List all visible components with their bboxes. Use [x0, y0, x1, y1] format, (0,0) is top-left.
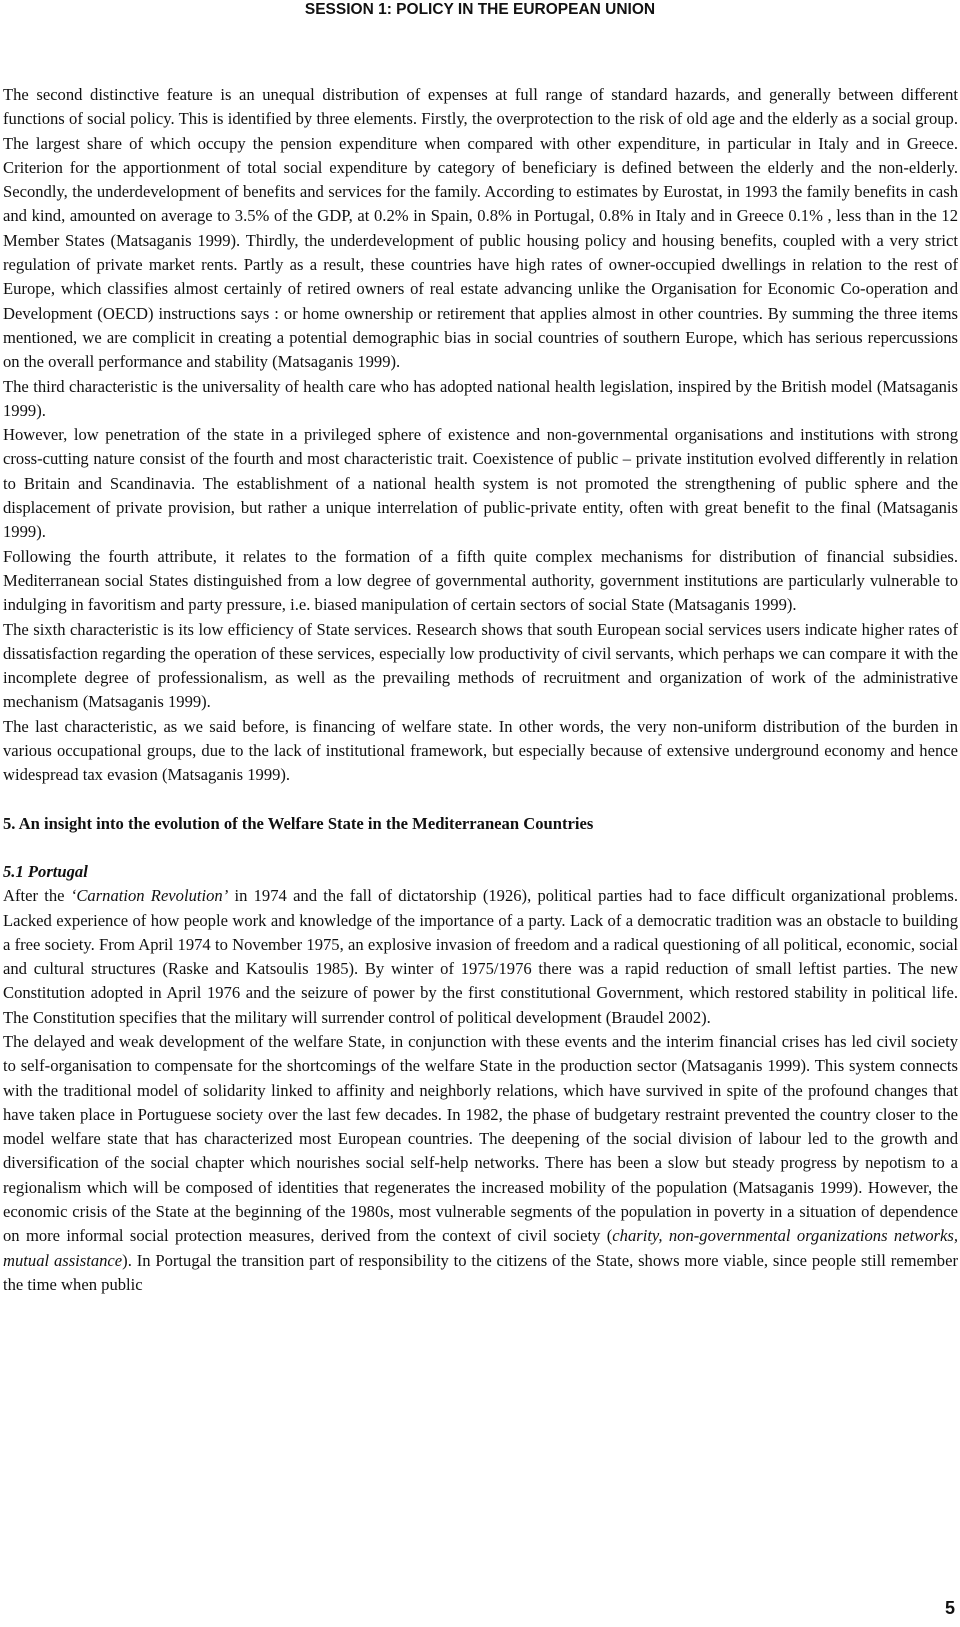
paragraph: The third characteristic is the universality of health care who has adopted national health legislation, inspired by the British model (Matsaganis 1999). — [3, 376, 958, 420]
text-run: ). In Portugal the transition part of responsibility to the citizens of the State, shows more viable, since people still remember the time when public — [3, 1250, 958, 1294]
text-run: in 1974 and the fall of dictatorship (1926), political parties had to face difficult organizational problems. Lacked experience of how people work and knowledge of the importance of a party. Lack of a democratic tradition was an obstacle to building a free society. From April 1974 to November 1975, an explosive invasion of freedom and a radical questioning of all political, economic, social and cultural structures (Raske and Katsoulis 1985). By winter of 1975/1976 there was a rapid reduction of small leftist parties. The new Constitution adopted in April 1976 and the seizure of power by the first constitutional Government, which restored stability in political life. The Constitution specifies that the military will surrender control of political development (Braudel 2002). — [3, 886, 958, 1027]
document-body — [3, 83, 958, 1297]
section-heading: 5. An insight into the evolution of the Welfare State in the Mediterranean Countries — [3, 813, 594, 833]
paragraph: The second distinctive feature is an unequal distribution of expenses at full range of standard hazards, and generally between different functions of social policy. This is identified by three elements. Firstly, the overprotection to the risk of old age and the elderly as a social group. The largest share of which occupy the pension expenditure when compared with other expenditure, in particular in Italy and in Greece. Criterion for the apportionment of total social expenditure by category of beneficiary is defined between the elderly and the non-elderly. Secondly, the underdevelopment of benefits and services for the family. According to estimates by Eurostat, in 1993 the family benefits in cash and kind, amounted on average to 3.5% of the GDP, at 0.2% in Spain, 0.8% in Portugal, 0.8% in Italy and in Greece 0.1% , less than in the 12 Member States (Matsaganis 1999). Thirdly, the underdevelopment of public housing policy and housing benefits, coupled with a very strict regulation of private market rents. Partly as a result, these countries have high rates of owner-occupied dwellings in relation to the rest of Europe, which classifies almost certainly of retired owners of real estate advancing unlike the Organisation for Economic Co-operation and Development (OECD) instructions says : or home ownership or retirement that applies almost in other countries. By summing the three items mentioned, we are complicit in creating a potential demographic bias in social countries of southern Europe, which has serious repercussions on the overall performance and stability (Matsaganis 1999). — [3, 85, 958, 372]
page-number: 5 — [944, 1598, 955, 1618]
paragraph: The sixth characteristic is its low efficiency of State services. Research shows that south European social services users indicate higher rates of dissatisfaction regarding the operation of these services, especially low productivity of civil servants, which perhaps we can compare it with the incomplete degree of professionalism, as well as the prevailing methods of recruitment and organization of work of the administrative mechanism (Matsaganis 1999). — [3, 619, 958, 712]
paragraph: The last characteristic, as we said before, is financing of welfare state. In other words, the very non-uniform distribution of the burden in various occupational groups, due to the lack of institutional framework, but especially because of extensive underground economy and hence widespread tax evasion (Matsaganis 1999). — [3, 716, 958, 785]
subsection-heading: 5.1 Portugal — [3, 861, 88, 881]
paragraph: However, low penetration of the state in a privileged sphere of existence and non-governmental organisations and institutions with strong cross-cutting nature consist of the fourth and most characteristic trait. Coexistence of public – private institution evolved differently in relation to Britain and Scandinavia. The establishment of a national health system is not promoted the strengthening of public sphere and the displacement of private provision, but rather a unique interrelation of public-private entity, often with great benefit to the final (Matsaganis 1999). — [3, 425, 958, 542]
paragraph — [3, 884, 958, 1030]
page-header: SESSION 1: POLICY IN THE EUROPEAN UNION — [304, 1, 656, 18]
emphasis-text: charity, non-governmental organizations networks, mutual assistance — [3, 1226, 958, 1270]
paragraph: Following the fourth attribute, it relates to the formation of a fifth quite complex mechanisms for distribution of financial subsidies. Mediterranean social States distinguished from a low degree of governmental authority, government institutions are particularly vulnerable to indulging in favoritism and party pressure, i.e. biased manipulation of certain sectors of social State (Matsaganis 1999). — [3, 546, 958, 615]
text-run: After the — [3, 886, 71, 906]
text-run: The delayed and weak development of the welfare State, in conjunction with these events and the interim financial crises has led civil society to self-organisation to compensate for the shortcomings of the welfare State in the production sector (Matsaganis 1999). This system connects with the traditional model of solidarity linked to affinity and neighborly relations, which have survived in spite of the profound changes that have taken place in Portuguese society over the last few decades. In 1982, the phase of budgetary restraint prevented the country closer to the model welfare state that has characterized most European countries. The deepening of the social division of labour led to the growth and diversification of the social chapter which nourishes social self-help networks. There has been a slow but steady progress by nepotism to a regionalism which will be composed of identities that regenerates the increased mobility of the population (Matsaganis 1999). However, the economic crisis of the State at the beginning of the 1980s, most vulnerable segments of the population in poverty in a situation of dependence on more informal social protection measures, derived from the context of civil society ( — [3, 1031, 958, 1246]
paragraph — [3, 1030, 958, 1297]
emphasis-text: ‘Carnation Revolution’ — [70, 886, 229, 906]
